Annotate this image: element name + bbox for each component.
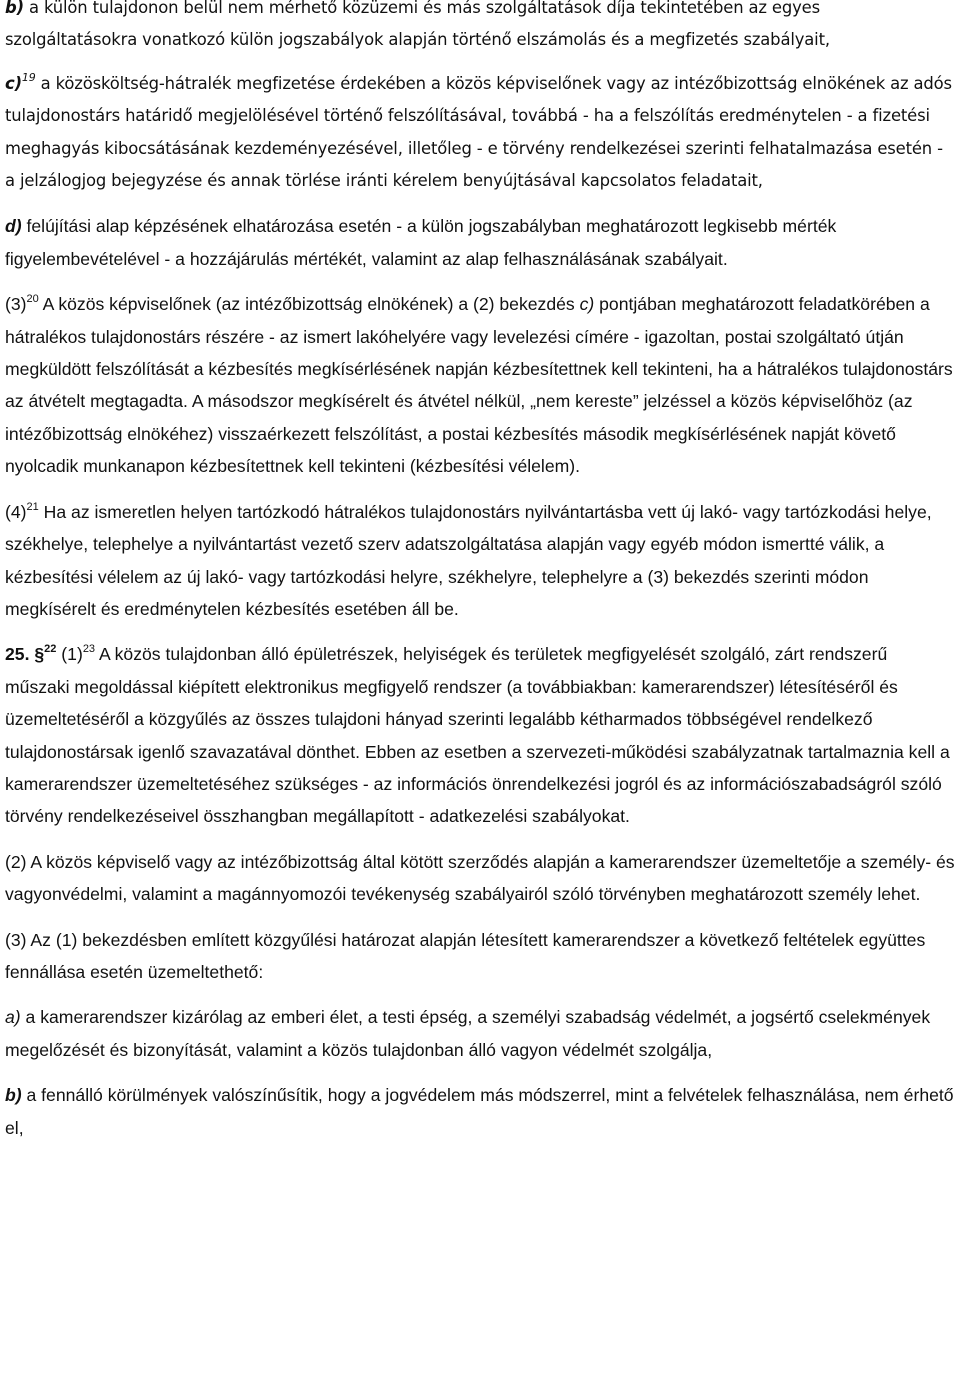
document-page <box>5 0 955 1144</box>
section-4-text: Ha az ismeretlen helyen tartózkodó hátralékos tulajdonostárs nyilvántartásba vett új lakó- vagy tartózkodási helye, székhelye, telephelye a nyilvántartást vezető szerv adatszolgáltatása alapján vagy egyéb módon ismertté válik, a kézbesítési vélelem az új lakó- vagy tartózkodási helyre, székhelyre, telephelyre a (3) bekezdés szerinti módon megkísérelt és eredménytelen kézbesítés esetében áll be. <box>5 501 932 619</box>
section-3-label: (3) <box>5 294 27 315</box>
point-a <box>5 1001 955 1066</box>
section-25-1 <box>5 638 955 832</box>
point-a-text: a kamerarendszer kizárólag az emberi élet, a testi épség, a személyi szabadság védelmét, a jogsértő cselekmények megelőzését és bizonyítását, valamint a közös tulajdonban álló vagyon védelmét szolgálja, <box>5 1007 931 1060</box>
footnote-ref-21[interactable]: 21 <box>26 500 39 513</box>
paragraph-c <box>5 68 955 198</box>
paragraph-c-text: a közösköltség-hátralék megfizetése érdekében a közös képviselőnek vagy az intézőbizottság elnökének az adós tulajdonostárs határidő megjelölésével történő felszólításával, továbbá - ha a felszólítás eredménytelen - a fizetési meghagyás kibocsátásának kezdeményezésével, illetőleg - e törvény rendelkezései szerinti felhatalmazása esetén - a jelzálogjog bejegyzése és annak törlése iránti kérelem benyújtásával kapcsolatos feladatait, <box>5 73 952 191</box>
section-3-italic-ref: c) <box>579 294 595 315</box>
section-25-3-text: (3) Az (1) bekezdésben említett közgyűlési határozat alapján létesített kamerarendszer a következő feltételek együttes fennállása esetén üzemeltethető: <box>5 929 926 982</box>
point-label-a: a) <box>5 1007 21 1028</box>
paragraph-d-text: felújítási alap képzésének elhatározása esetén - a külön jogszabályban meghatározott legkisebb mérték figyelembevételével - a hozzájárulás mértékét, valamint az alap felhasználásának szabályait. <box>5 216 837 269</box>
section-25-number: 25. <box>5 644 30 665</box>
section-sign: § <box>34 644 45 665</box>
section-3-text-before: A közös képviselőnek (az intézőbizottság elnökének) a (2) bekezdés <box>38 294 580 315</box>
paragraph-b <box>5 0 955 57</box>
footnote-ref-22[interactable]: 22 <box>44 643 57 656</box>
point-b-second-text: a fennálló körülmények valószínűsítik, hogy a jogvédelem más módszerrel, mint a felvételek felhasználása, nem érhető el, <box>5 1085 954 1138</box>
section-4 <box>5 496 955 626</box>
section-4-label: (4) <box>5 501 27 522</box>
section-25-1-text: A közös tulajdonban álló épületrészek, helyiségek és területek megfigyelését szolgáló, zárt rendszerű műszaki megoldással kiépített elektronikus megfigyelő rendszer (a továbbiakban: kamerarendszer) létesítéséről és üzemeltetéséről a közgyűlés az összes tulajdoni hányad szerinti legalább kétharmados többségével rendelkező tulajdonostársak igenlő szavazatával dönthet. Ebben az esetben a szervezeti-működési szabályzatnak tartalmaznia kell a kamerarendszer üzemeltetéséhez szükséges - az információs önrendelkezési jogról és az információszabadságról szóló törvény rendelkezéseivel összhangban megállapított - adatkezelési szabályokat. <box>5 644 950 827</box>
footnote-ref-19[interactable]: 19 <box>21 70 36 84</box>
point-label-d: d) <box>5 216 22 237</box>
point-label-c: c) <box>5 73 22 93</box>
section-3 <box>5 288 955 482</box>
footnote-ref-20[interactable]: 20 <box>26 293 39 306</box>
section-25-3 <box>5 924 955 989</box>
paragraph-b-text: a külön tulajdonon belül nem mérhető közüzemi és más szolgáltatások díja tekintetében az egyes szolgáltatásokra vonatkozó külön jogszabályok alapján történő elszámolás és a megfizetés szabályait, <box>5 0 830 50</box>
point-b-second <box>5 1079 955 1144</box>
footnote-ref-23[interactable]: 23 <box>82 643 96 656</box>
point-label-b: b) <box>5 0 24 17</box>
subsection-1-label: (1) <box>61 644 83 665</box>
section-25-2-text: (2) A közös képviselő vagy az intézőbizottság által kötött szerződés alapján a kamerarendszer üzemeltetője a személy- és vagyonvédelmi, valamint a magánnyomozói tevékenység szabályairól szóló törvényben meghatározott személy lehet. <box>5 851 955 905</box>
section-25-2 <box>5 846 955 911</box>
paragraph-d <box>5 210 955 275</box>
section-3-text-after: pontjában meghatározott feladatkörében a hátralékos tulajdonostárs részére - az ismert lakóhelyére vagy levelezési címére - igazoltan, postai szolgáltató útján megküldött felszólítását a kézbesítés megkísérlésének napján kézbesítettnek kell tekinteni, ha a hátralékos tulajdonostárs az átvételt megtagadta. A másodszor megkísérelt és átvétel nélkül, „nem kereste” jelzéssel a közös képviselőhöz (az intézőbizottság elnökéhez) visszaérkezett felszólítást, a postai kézbesítés második megkísérlésének napját követő nyolcadik munkanapon kézbesítettnek kell tekinteni (kézbesítési vélelem). <box>5 294 953 477</box>
point-label-b-second: b) <box>5 1085 22 1106</box>
